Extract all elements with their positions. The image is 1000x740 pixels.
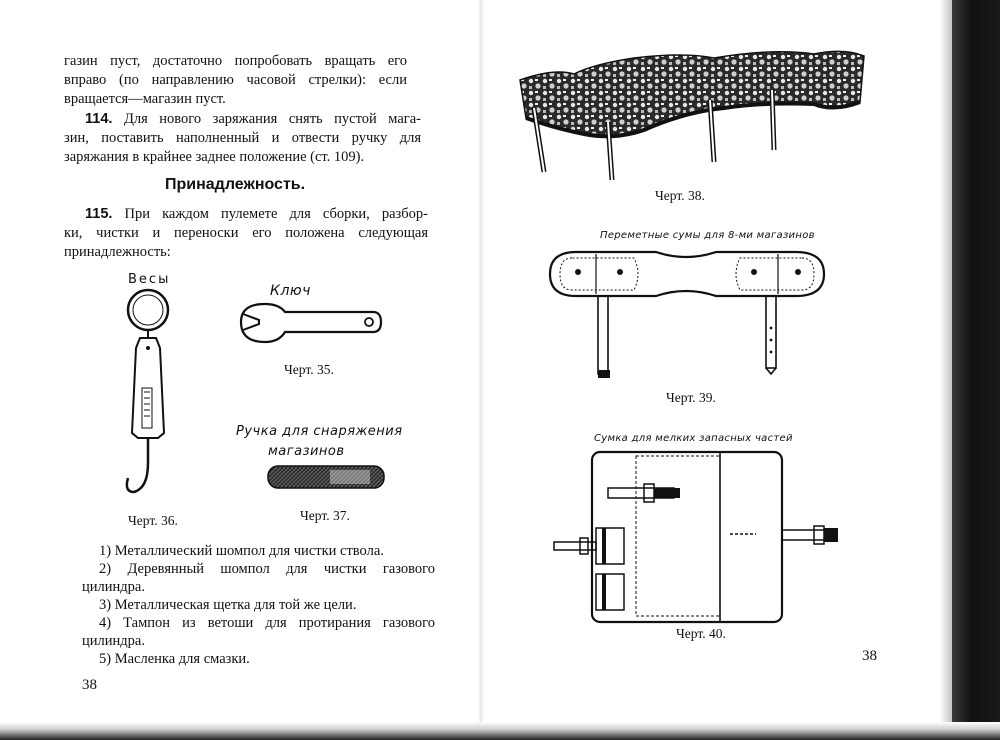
list-item: цилиндра. <box>82 633 145 649</box>
left-page-number: 38 <box>82 677 97 693</box>
paragraph-line: принадлежность: <box>64 244 171 260</box>
figure-36-caption: Черт. 36. <box>128 513 178 528</box>
paragraph-line: вправо (по направлению часовой стрелки): если <box>64 72 407 88</box>
book-gutter <box>478 0 484 740</box>
section-heading: Принадлежность. <box>165 176 306 193</box>
paragraph-line: вращается—магазин пуст. <box>64 91 226 107</box>
handle-label-line1: Ручка для снаряжения <box>236 424 403 439</box>
magazine-loading-handle-drawing <box>266 462 388 492</box>
paragraph-line: зин, поставить наполненный и отвести ручку для <box>64 130 421 146</box>
paragraph-number: 115. <box>85 206 113 222</box>
paragraph-114-first-line <box>85 110 421 129</box>
paragraph-line: газин пуст, достаточно попробовать вращать его <box>64 53 407 69</box>
key-label: Ключ <box>270 283 311 299</box>
handle-label-line2: магазинов <box>268 444 345 459</box>
right-page-number: 38 <box>862 648 877 664</box>
figure-38-caption: Черт. 38. <box>655 188 705 203</box>
paragraph-number: 114. <box>85 111 113 127</box>
figure-37-caption: Черт. 37. <box>300 508 350 523</box>
scales-label: Весы <box>128 272 171 287</box>
list-item: 5) Масленка для смазки. <box>99 651 250 667</box>
list-item: цилиндра. <box>82 579 145 595</box>
wrench-drawing <box>235 296 385 348</box>
paragraph-text: Для нового заряжания снять пустой мага- <box>123 111 421 127</box>
figure-39-caption: Черт. 39. <box>666 390 716 405</box>
figure-40-caption: Черт. 40. <box>676 626 726 641</box>
list-item: 4) Тампон из ветоши для протирания газового <box>99 615 435 631</box>
paragraph-line: заряжания в крайнее заднее положение (ст. 109). <box>64 149 365 165</box>
saddle-bags-drawing <box>546 248 830 384</box>
list-item: 2) Деревянный шомпол для чистки газового <box>99 561 435 577</box>
paragraph-line: ки, чистки и переноски его положена следующая <box>64 225 428 241</box>
list-item: 1) Металлический шомпол для чистки ствола. <box>99 543 384 559</box>
paragraph-115-first-line <box>85 205 428 224</box>
figure-35-caption: Черт. 35. <box>284 362 334 377</box>
scan-bottom-border <box>0 722 1000 740</box>
spring-scale-drawing <box>120 288 180 498</box>
saddle-bags-label: Переметные сумы для 8-ми магазинов <box>600 230 815 241</box>
scan-dark-border <box>952 0 1000 740</box>
list-item: 3) Металлическая щетка для той же цели. <box>99 597 357 613</box>
spare-parts-bag-label: Сумка для мелких запасных частей <box>594 433 793 444</box>
spare-parts-bag-drawing <box>550 448 850 626</box>
paragraph-text: При каждом пулемете для сборки, разбор- <box>124 206 428 222</box>
camouflage-bag-drawing <box>514 42 874 187</box>
